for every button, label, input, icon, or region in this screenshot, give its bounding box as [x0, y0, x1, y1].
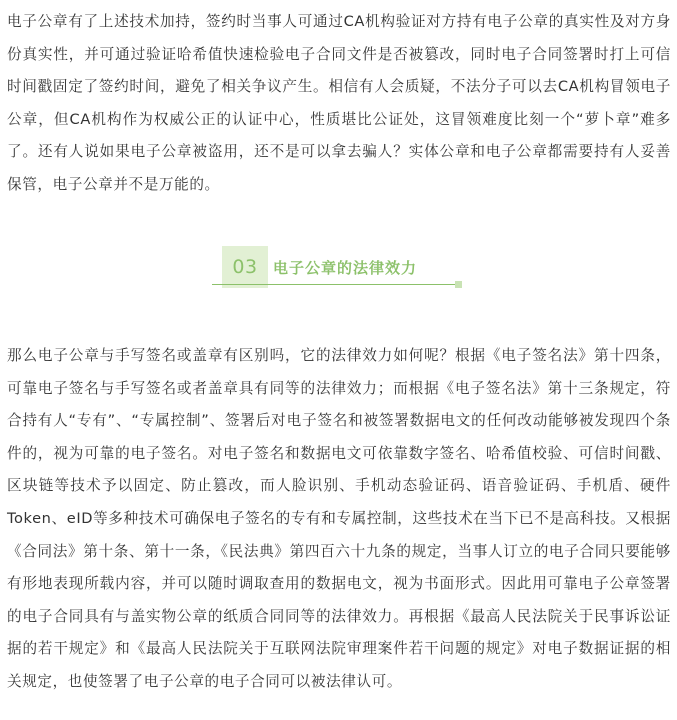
section-underline-end-marker [455, 281, 462, 288]
paragraph-ca-verification: 电子公章有了上述技术加持，签约时当事人可通过CA机构验证对方持有电子公章的真实性及对方身份真实性，并可通过验证哈希值快速检验电子合同文件是否被篡改，同时电子合同签署时打上可信时间戳固定了签约时间，避免了相关争议产生。相信有人会质疑，不法分子可以去CA机构冒领电子公章，但CA机构作为权威公正的认证中心，性质堪比公证处，这冒领难度比刻一个“萝卜章”难多了。还有人说如果电子公章被盗用，还不是可以拿去骗人？实体公章和电子公章都需要持有人妥善保管，电子公章并不是万能的。 [7, 13, 671, 193]
section-header [212, 246, 464, 290]
section-underline [212, 284, 456, 285]
section-title: 电子公章的法律效力 [273, 259, 418, 277]
section-number: 03 [232, 256, 258, 278]
paragraph-legal-effect: 那么电子公章与手写签名或盖章有区别吗，它的法律效力如何呢？根据《电子签名法》第十四条，可靠电子签名与手写签名或者盖章具有同等的法律效力；而根据《电子签名法》第十三条规定，符合持有人“专有”、“专属控制”、签署后对电子签名和被签署数据电文的任何改动能够被发现四个条件的，视为可靠的电子签名。对电子签名和数据电文可依靠数字签名、哈希值校验、可信时间戳、区块链等技术予以固定、防止篡改，而人脸识别、手机动态验证码、语音验证码、手机盾、硬件Token、eID等多种技术可确保电子签名的专有和专属控制，这些技术在当下已不是高科技。又根据《合同法》第十条、第十一条，《民法典》第四百六十九条的规定，当事人订立的电子合同只要能够有形地表现所载内容，并可以随时调取查用的数据电文，视为书面形式。因此用可靠电子公章签署的电子合同具有与盖实物公章的纸质合同同等的法律效力。再根据《最高人民法院关于民事诉讼证据的若干规定》和《最高人民法院关于互联网法院审理案件若干问题的规定》对电子数据证据的相关规定，也使签署了电子公章的电子合同可以被法律认可。 [7, 347, 671, 690]
